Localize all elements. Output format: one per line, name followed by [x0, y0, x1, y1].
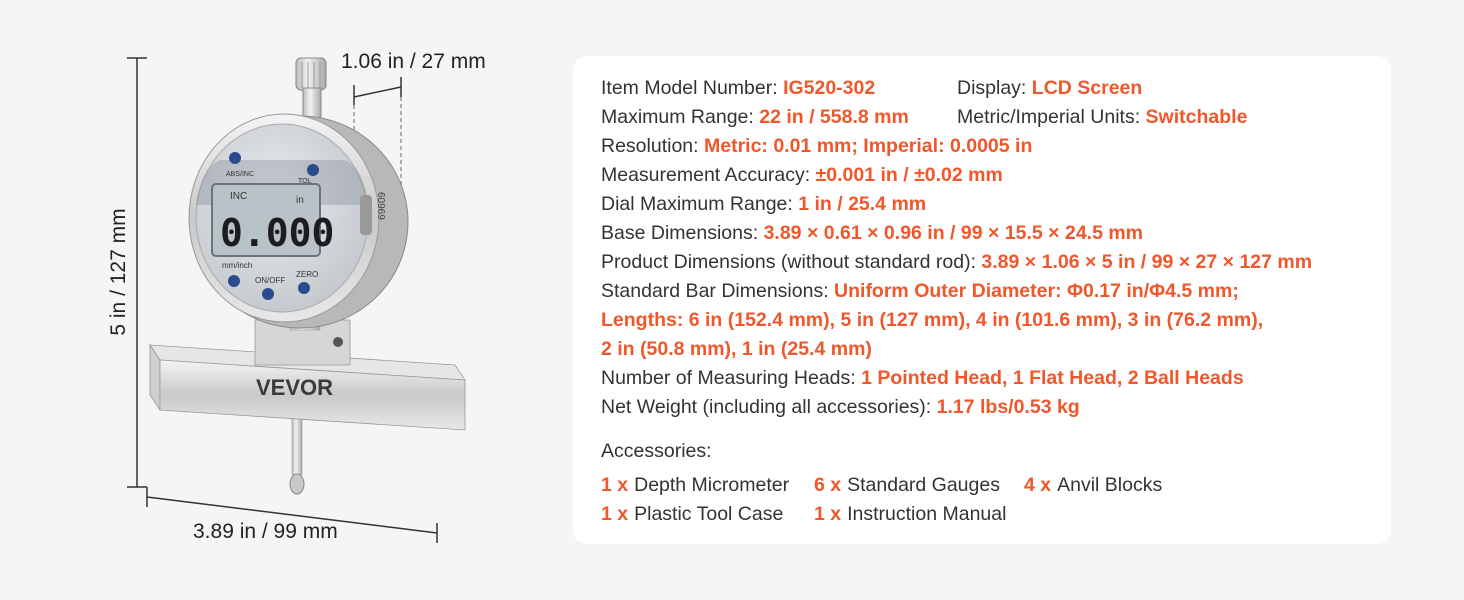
spec-display: Display: LCD Screen: [957, 77, 1143, 99]
spec-base-dimensions: Base Dimensions: 3.89 × 0.61 × 0.96 in / 99 × 15.5 × 24.5 mm: [601, 222, 1144, 244]
spec-product-dimensions: Product Dimensions (without standard rod): 3.89 × 1.06 × 5 in / 99 × 27 × 127 mm: [601, 251, 1313, 273]
accessories-title: Accessories:: [601, 440, 712, 462]
thickness-label: 1.06 in / 27 mm: [341, 50, 486, 73]
spec-bar-dimensions: Standard Bar Dimensions: Uniform Outer Diameter: Φ0.17 in/Φ4.5 mm;: [601, 280, 1239, 302]
spec-bar-lengths: Lengths: 6 in (152.4 mm), 5 in (127 mm), 4 in (101.6 mm), 3 in (76.2 mm),: [601, 309, 1264, 331]
svg-text:ON/OFF: ON/OFF: [255, 276, 286, 285]
product-illustration: [0, 0, 560, 600]
depth-gauge-image: [0, 0, 560, 600]
svg-text:mm/inch: mm/inch: [222, 261, 253, 270]
spec-dial-range: Dial Maximum Range: 1 in / 25.4 mm: [601, 193, 927, 215]
side-lock: [360, 195, 372, 235]
spindle-stem: [303, 88, 321, 118]
spindle-knob: [296, 58, 326, 90]
svg-text:ABS/INC: ABS/INC: [226, 171, 255, 178]
spec-model: Item Model Number: IG520-302: [601, 77, 876, 99]
specifications-card: [573, 56, 1391, 544]
spec-weight: Net Weight (including all accessories): 1.17 lbs/0.53 kg: [601, 396, 1080, 418]
accessory-item: 4 x Anvil Blocks: [1024, 474, 1163, 496]
svg-text:TOL: TOL: [298, 178, 312, 185]
lcd-reading: 0.000: [220, 211, 335, 255]
accessory-item: 1 x Plastic Tool Case: [601, 503, 784, 525]
spec-resolution: Resolution: Metric: 0.01 mm; Imperial: 0.0005 in: [601, 135, 1033, 157]
spec-bar-lengths-cont: 2 in (50.8 mm), 1 in (25.4 mm): [601, 338, 872, 360]
mm-inch-button: [228, 275, 240, 287]
accessory-item: 6 x Standard Gauges: [814, 474, 1000, 496]
base-bar: [150, 320, 465, 430]
on-off-button: [262, 288, 274, 300]
serial-number: 60969: [375, 192, 386, 220]
brand-logo: VEVOR: [256, 375, 334, 400]
zero-button: [298, 282, 310, 294]
abs-inc-button: [229, 152, 241, 164]
svg-text:INC: INC: [230, 191, 248, 202]
accessory-item: 1 x Instruction Manual: [814, 503, 1007, 525]
spec-units: Metric/Imperial Units: Switchable: [957, 106, 1248, 128]
spec-heads: Number of Measuring Heads: 1 Pointed Head, 1 Flat Head, 2 Ball Heads: [601, 367, 1244, 389]
width-label: 3.89 in / 99 mm: [193, 520, 338, 543]
spec-max-range: Maximum Range: 22 in / 558.8 mm: [601, 106, 909, 128]
spec-accuracy: Measurement Accuracy: ±0.001 in / ±0.02 mm: [601, 164, 1003, 186]
height-label: 5 in / 127 mm: [107, 208, 130, 336]
tol-button: [307, 164, 319, 176]
accessory-item: 1 x Depth Micrometer: [601, 474, 790, 496]
svg-text:ZERO: ZERO: [296, 270, 319, 279]
svg-text:in: in: [296, 195, 304, 206]
probe-tip: [290, 474, 304, 494]
